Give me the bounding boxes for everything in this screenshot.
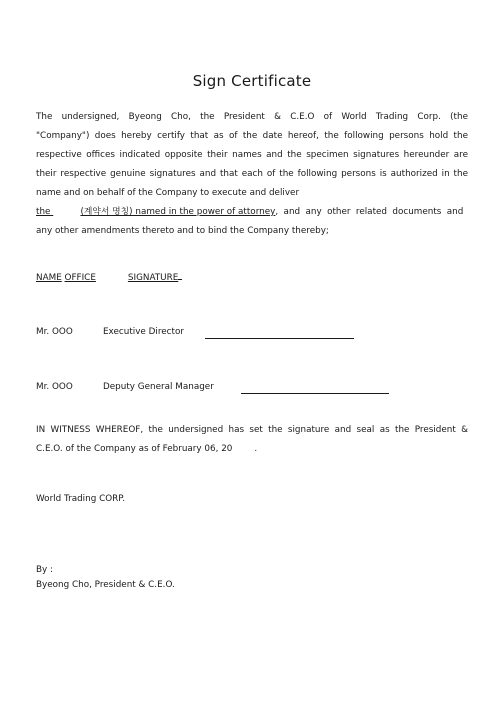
document-title: Sign Certificate <box>192 72 312 90</box>
paragraph-line-document-name <box>36 203 468 222</box>
paragraph-line: their respective genuine signatures and that each of the following persons is authorized in the <box>36 169 468 179</box>
company-name: World Trading CORP. <box>36 494 125 504</box>
witness-date-end: . <box>254 444 258 454</box>
signature-line[interactable] <box>241 393 389 394</box>
paragraph-line: respective offices indicated opposite their names and the specimen signatures hereunder are <box>36 150 468 160</box>
signoff-by: By : <box>36 565 54 575</box>
signoff-block <box>36 563 175 593</box>
signatory-office: Executive Director <box>103 327 184 337</box>
signatory-name: Mr. OOO <box>36 327 73 337</box>
paragraph-line: IN WITNESS WHEREOF, the undersigned has set the signature and seal as the President & <box>36 425 468 435</box>
paragraph-line: The undersigned, Byeong Cho, the President & C.E.O of World Trading Corp. (the <box>36 112 468 122</box>
paragraph-line-date <box>36 440 468 459</box>
signature-line[interactable] <box>205 338 354 339</box>
signatory-table-header <box>36 270 182 283</box>
witness-paragraph <box>36 421 468 459</box>
paragraph-line: "Company") does hereby certify that as of the date hereof, the following persons hold the <box>36 131 468 141</box>
blank-space <box>50 203 80 222</box>
header-signature: SIGNATURE <box>127 273 179 283</box>
paragraph-line: any other amendments thereto and to bind the Company thereby; <box>36 226 329 236</box>
header-name: NAME <box>36 273 62 283</box>
signatory-name: Mr. OOO <box>36 382 73 392</box>
header-office: OFFICE <box>64 273 96 283</box>
document-name-suffix: , and any other related documents and <box>275 207 464 217</box>
paragraph-line: name and on behalf of the Company to execute and deliver <box>36 188 300 198</box>
certification-paragraph <box>36 108 468 241</box>
document-name-prefix: the <box>36 207 51 217</box>
signoff-signer: Byeong Cho, President & C.E.O. <box>36 580 175 590</box>
witness-date-text: C.E.O. of the Company as of February 06, 20 <box>36 444 233 454</box>
document-name-placeholder: (계약서 명칭) named in the power of attorney <box>80 207 276 217</box>
signatory-office: Deputy General Manager <box>103 382 214 392</box>
